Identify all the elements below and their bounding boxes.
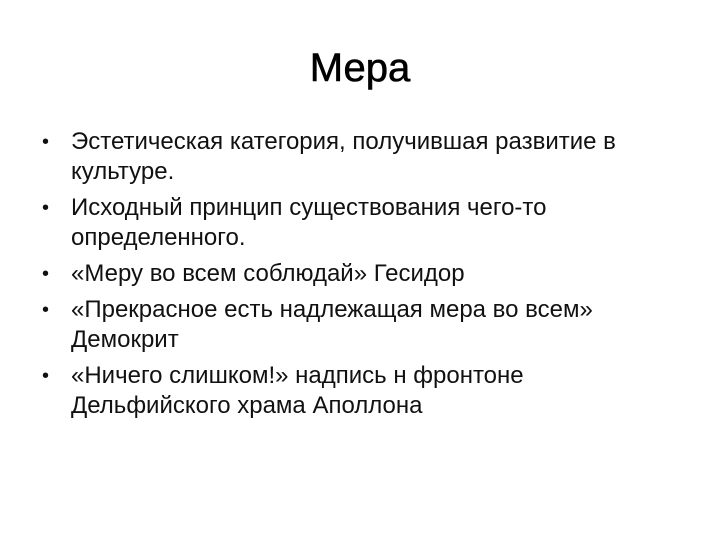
- bullet-text: Исходный принцип существования чего-то определенного.: [71, 194, 547, 251]
- bullet-icon: •: [42, 263, 50, 285]
- bullet-list: [38, 127, 678, 427]
- bullet-text: Эстетическая категория, получившая развитие в культуре.: [71, 128, 616, 185]
- bullet-text: «Прекрасное есть надлежащая мера во всем» Демокрит: [71, 296, 593, 353]
- slide-title: Мера: [309, 46, 411, 90]
- bullet-icon: •: [42, 365, 50, 387]
- bullet-item: [38, 193, 678, 253]
- bullet-icon: •: [42, 299, 50, 321]
- bullet-icon: •: [42, 131, 50, 153]
- bullet-item: [38, 259, 678, 289]
- bullet-item: [38, 361, 678, 421]
- bullet-item: [38, 295, 678, 355]
- bullet-text: «Ничего слишком!» надпись н фронтоне Дельфийского храма Аполлона: [71, 362, 524, 419]
- bullet-item: [38, 127, 678, 187]
- bullet-text: «Меру во всем соблюдай» Гесидор: [71, 260, 465, 287]
- bullet-icon: •: [42, 197, 50, 219]
